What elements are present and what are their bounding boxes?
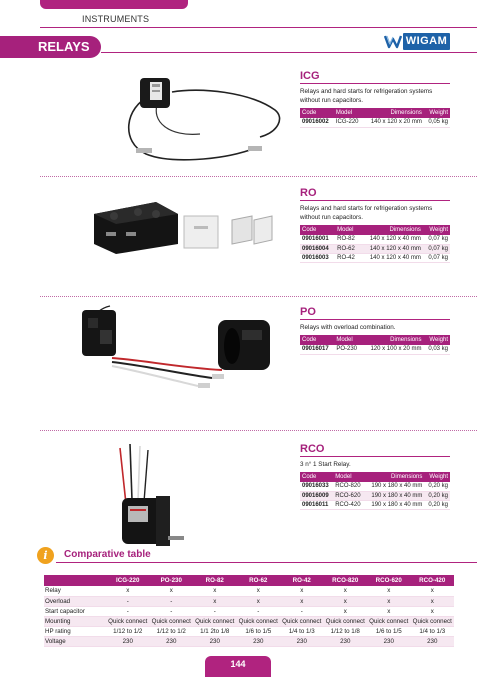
cell-weight: 0,07 kg bbox=[423, 235, 450, 244]
table-cell: Quick connect bbox=[280, 616, 324, 626]
table-cell: - bbox=[193, 606, 237, 616]
table-cell: Quick connect bbox=[237, 616, 281, 626]
cell-dimensions: 120 x 100 x 20 mm bbox=[362, 345, 424, 354]
table-row bbox=[300, 500, 450, 509]
col-weight: Weight bbox=[424, 108, 450, 118]
product-ro bbox=[300, 187, 450, 263]
cell-weight: 0,20 kg bbox=[424, 482, 450, 491]
col-weight: Weight bbox=[423, 335, 450, 345]
product-table bbox=[300, 335, 450, 355]
section-divider bbox=[40, 296, 477, 297]
table-cell: 1/6 to 1/5 bbox=[237, 626, 281, 636]
cell-weight: 0,07 kg bbox=[423, 253, 450, 262]
table-cell: - bbox=[106, 606, 150, 616]
row-label: Relay bbox=[44, 586, 106, 596]
table-cell: - bbox=[280, 606, 324, 616]
col-weight: Weight bbox=[423, 225, 450, 235]
col-model: Model bbox=[335, 225, 360, 235]
table-cell: 1/4 to 1/3 bbox=[280, 626, 324, 636]
table-row bbox=[300, 482, 450, 491]
table-cell: - bbox=[106, 596, 150, 606]
row-label: HP rating bbox=[44, 626, 106, 636]
table-cell: 230 bbox=[411, 636, 455, 646]
row-label: Mounting bbox=[44, 616, 106, 626]
brand-name: WIGAM bbox=[403, 33, 450, 50]
row-label: Start capacitor bbox=[44, 606, 106, 616]
cell-model: RCO-820 bbox=[333, 482, 365, 491]
product-po bbox=[300, 306, 450, 355]
table-cell: 1/1 2to 1/8 bbox=[193, 626, 237, 636]
col-model: PO-230 bbox=[150, 575, 194, 586]
product-title-rule bbox=[300, 200, 450, 201]
table-header-row bbox=[300, 335, 450, 345]
col-model: Model bbox=[334, 108, 363, 118]
table-cell: 230 bbox=[324, 636, 368, 646]
cell-weight: 0,20 kg bbox=[424, 500, 450, 509]
col-dimensions: Dimensions bbox=[365, 472, 424, 482]
cell-dimensions: 140 x 120 x 20 mm bbox=[363, 118, 424, 127]
comparative-table bbox=[44, 575, 454, 647]
cell-model: RO-82 bbox=[335, 235, 360, 244]
table-row bbox=[44, 586, 454, 596]
ro-relay-image bbox=[86, 192, 286, 258]
cell-code: 09016011 bbox=[300, 500, 333, 509]
table-row bbox=[44, 596, 454, 606]
table-cell: 1/12 to 1/2 bbox=[150, 626, 194, 636]
section-divider bbox=[40, 176, 477, 177]
table-cell: - bbox=[237, 606, 281, 616]
comparative-title: Comparative table bbox=[64, 549, 151, 560]
table-cell: x bbox=[280, 586, 324, 596]
col-code: Code bbox=[300, 108, 334, 118]
col-model: RO-62 bbox=[237, 575, 281, 586]
col-model: RCO-420 bbox=[411, 575, 455, 586]
table-cell: x bbox=[280, 596, 324, 606]
cell-dimensions: 140 x 120 x 40 mm bbox=[360, 253, 423, 262]
col-model: RO-42 bbox=[280, 575, 324, 586]
table-cell: 230 bbox=[150, 636, 194, 646]
table-cell: Quick connect bbox=[193, 616, 237, 626]
cell-dimensions: 190 x 180 x 40 mm bbox=[365, 491, 424, 500]
col-code: Code bbox=[300, 225, 335, 235]
product-table bbox=[300, 225, 450, 263]
table-cell: x bbox=[367, 586, 411, 596]
product-description: Relays and hard starts for refrigeration systems without run capacitors. bbox=[300, 88, 433, 104]
section-title: RELAYS bbox=[38, 39, 90, 54]
table-cell: Quick connect bbox=[411, 616, 455, 626]
table-cell: x bbox=[106, 586, 150, 596]
page-number: 144 bbox=[230, 659, 246, 669]
product-icg bbox=[300, 70, 450, 128]
product-name: RO bbox=[300, 187, 317, 199]
cell-weight: 0,07 kg bbox=[423, 244, 450, 253]
table-cell: x bbox=[411, 596, 455, 606]
table-cell: 230 bbox=[106, 636, 150, 646]
table-cell: Quick connect bbox=[324, 616, 368, 626]
cell-code: 09016017 bbox=[300, 345, 334, 354]
cell-code: 09016001 bbox=[300, 235, 335, 244]
cell-dimensions: 140 x 120 x 40 mm bbox=[360, 244, 423, 253]
product-name: ICG bbox=[300, 70, 320, 82]
table-row bbox=[44, 606, 454, 616]
col-model: ICG-220 bbox=[106, 575, 150, 586]
table-row bbox=[300, 244, 450, 253]
cell-code: 09016002 bbox=[300, 118, 334, 127]
rco-relay-image bbox=[100, 438, 196, 550]
top-tab-decoration bbox=[40, 0, 188, 9]
table-row bbox=[300, 345, 450, 354]
table-cell: x bbox=[193, 586, 237, 596]
row-label: Overload bbox=[44, 596, 106, 606]
product-name: RCO bbox=[300, 443, 325, 455]
col-model: RCO-620 bbox=[367, 575, 411, 586]
table-header-row bbox=[44, 575, 454, 586]
cell-weight: 0,03 kg bbox=[423, 345, 450, 354]
table-header-row bbox=[300, 108, 450, 118]
table-cell: x bbox=[237, 596, 281, 606]
table-row bbox=[44, 626, 454, 636]
table-row bbox=[300, 491, 450, 500]
cell-weight: 0,20 kg bbox=[424, 491, 450, 500]
brand-logo bbox=[384, 33, 450, 50]
cell-weight: 0,05 kg bbox=[424, 118, 450, 127]
table-cell: x bbox=[367, 596, 411, 606]
product-description: 3 n° 1 Start Relay. bbox=[300, 461, 351, 468]
cell-model: ICG-220 bbox=[334, 118, 363, 127]
table-row bbox=[300, 118, 450, 127]
product-table bbox=[300, 108, 450, 128]
comparative-rule bbox=[56, 562, 477, 563]
col-weight: Weight bbox=[424, 472, 450, 482]
col-model: RCO-820 bbox=[324, 575, 368, 586]
table-cell: x bbox=[367, 606, 411, 616]
table-cell: 1/12 to 1/2 bbox=[106, 626, 150, 636]
table-row bbox=[300, 253, 450, 262]
product-description: Relays with overload combination. bbox=[300, 324, 396, 331]
table-cell: Quick connect bbox=[106, 616, 150, 626]
table-cell: Quick connect bbox=[150, 616, 194, 626]
cell-code: 09016003 bbox=[300, 253, 335, 262]
product-title-rule bbox=[300, 456, 450, 457]
cell-model: PO-230 bbox=[334, 345, 362, 354]
row-label: Voltage bbox=[44, 636, 106, 646]
cell-dimensions: 190 x 180 x 40 mm bbox=[365, 482, 424, 491]
table-row bbox=[300, 235, 450, 244]
col-feature bbox=[44, 575, 106, 586]
table-cell: x bbox=[411, 606, 455, 616]
col-code: Code bbox=[300, 472, 333, 482]
cell-model: RO-62 bbox=[335, 244, 360, 253]
table-cell: 1/6 to 1/5 bbox=[367, 626, 411, 636]
col-dimensions: Dimensions bbox=[362, 335, 424, 345]
col-code: Code bbox=[300, 335, 334, 345]
product-rco bbox=[300, 443, 450, 510]
table-cell: x bbox=[237, 586, 281, 596]
table-cell: 230 bbox=[193, 636, 237, 646]
po-relay-image bbox=[72, 300, 288, 418]
cell-dimensions: 190 x 180 x 40 mm bbox=[365, 500, 424, 509]
cell-model: RO-42 bbox=[335, 253, 360, 262]
table-cell: - bbox=[150, 596, 194, 606]
category-label: INSTRUMENTS bbox=[82, 14, 150, 24]
product-title-rule bbox=[300, 83, 450, 84]
cell-model: RCO-620 bbox=[333, 491, 365, 500]
table-header-row bbox=[300, 225, 450, 235]
table-header-row bbox=[300, 472, 450, 482]
col-model: Model bbox=[334, 335, 362, 345]
table-cell: x bbox=[411, 586, 455, 596]
table-cell: Quick connect bbox=[367, 616, 411, 626]
col-dimensions: Dimensions bbox=[363, 108, 424, 118]
col-dimensions: Dimensions bbox=[360, 225, 423, 235]
table-cell: 1/12 to 1/8 bbox=[324, 626, 368, 636]
table-cell: x bbox=[193, 596, 237, 606]
table-cell: 230 bbox=[280, 636, 324, 646]
cell-model: RCO-420 bbox=[333, 500, 365, 509]
brand-mark-icon bbox=[384, 33, 402, 50]
col-model: RO-82 bbox=[193, 575, 237, 586]
table-cell: 230 bbox=[237, 636, 281, 646]
table-cell: - bbox=[150, 606, 194, 616]
product-description: Relays and hard starts for refrigeration systems without run capacitors. bbox=[300, 205, 433, 221]
table-cell: 230 bbox=[367, 636, 411, 646]
section-rule bbox=[101, 52, 477, 53]
table-cell: x bbox=[150, 586, 194, 596]
table-row bbox=[44, 616, 454, 626]
product-title-rule bbox=[300, 319, 450, 320]
info-icon: i bbox=[37, 547, 54, 564]
cell-code: 09016033 bbox=[300, 482, 333, 491]
header-rule bbox=[40, 27, 477, 28]
table-cell: 1/4 to 1/3 bbox=[411, 626, 455, 636]
col-model: Model bbox=[333, 472, 365, 482]
table-row bbox=[44, 636, 454, 646]
cell-code: 09016004 bbox=[300, 244, 335, 253]
product-name: PO bbox=[300, 306, 316, 318]
table-cell: x bbox=[324, 586, 368, 596]
table-cell: x bbox=[324, 606, 368, 616]
table-cell: x bbox=[324, 596, 368, 606]
icg-relay-image bbox=[110, 62, 290, 168]
section-divider bbox=[40, 430, 477, 431]
cell-code: 09016009 bbox=[300, 491, 333, 500]
product-table bbox=[300, 472, 450, 510]
cell-dimensions: 140 x 120 x 40 mm bbox=[360, 235, 423, 244]
